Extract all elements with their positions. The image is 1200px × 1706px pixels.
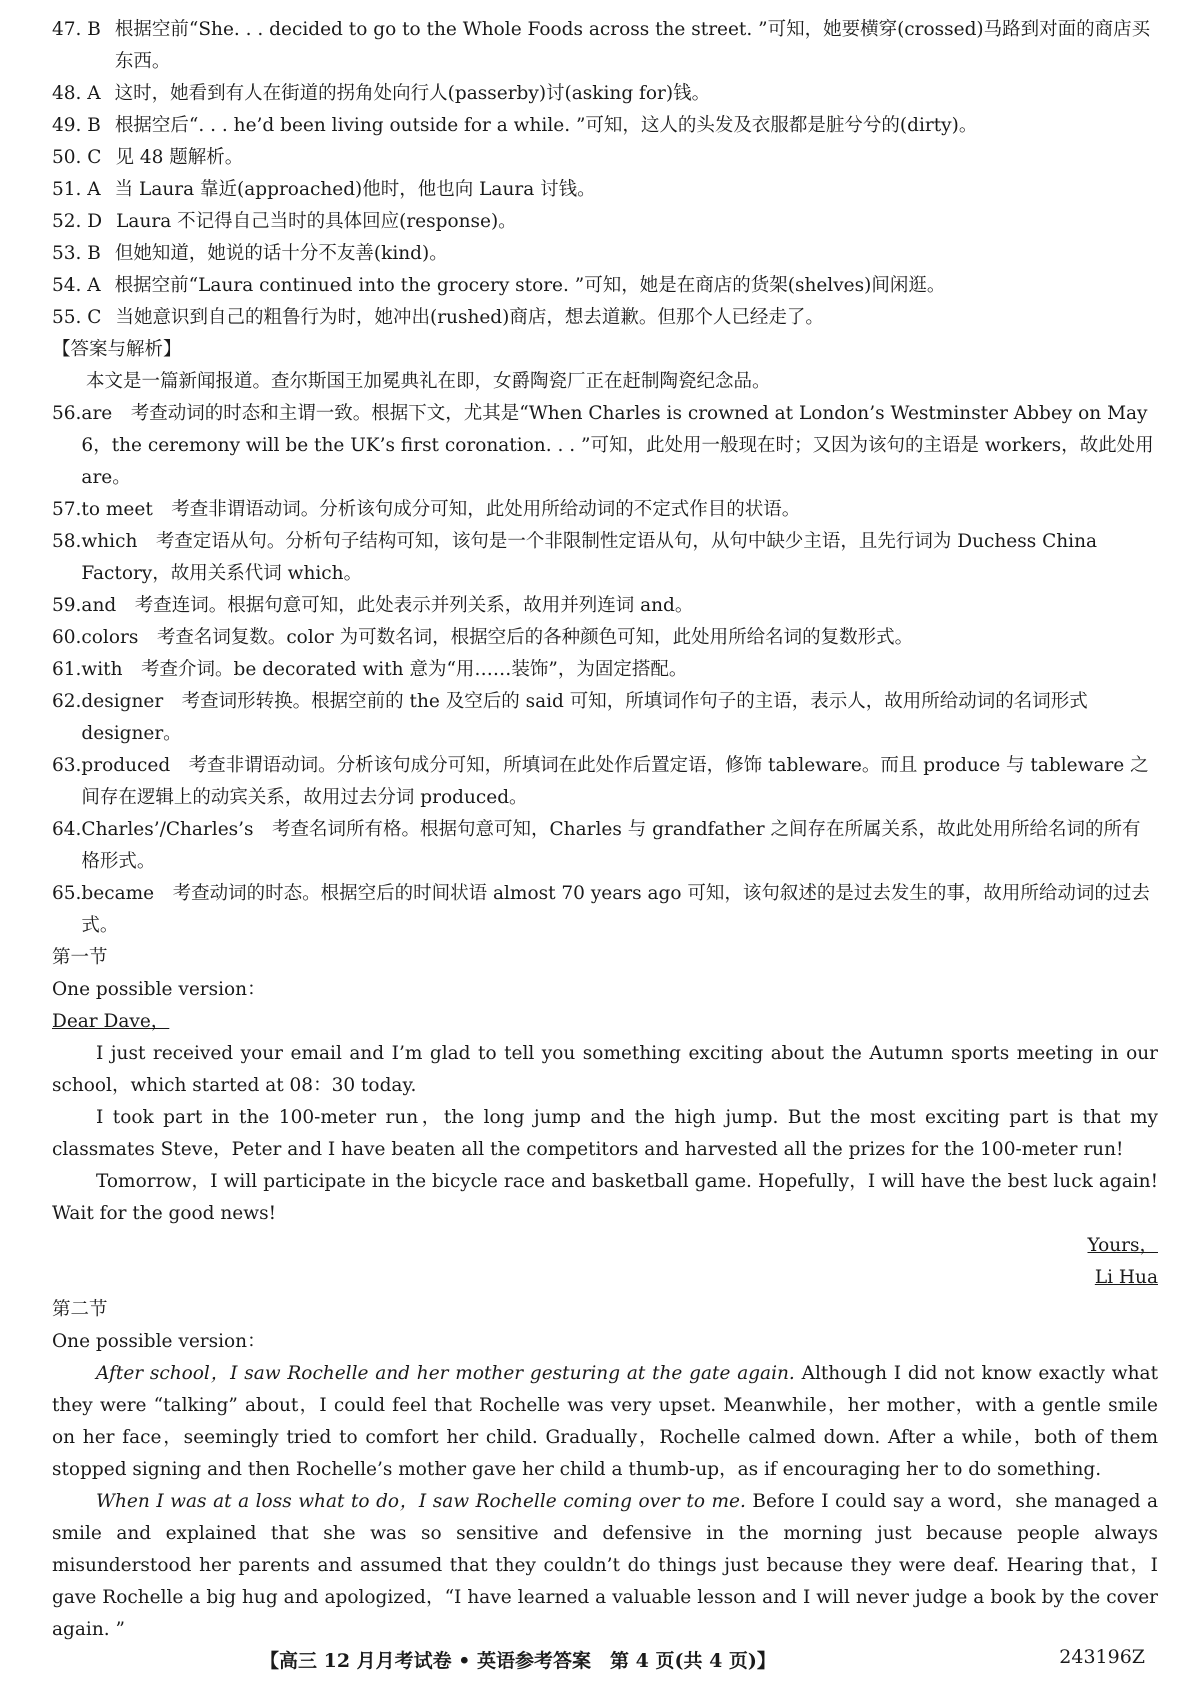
answers-56-65 [52,398,1158,942]
grammar-answer-item [52,398,1158,494]
story-p2-lead: When I was at a loss what to do，I saw Rochelle coming over to me. [96,1491,746,1512]
section1-version-label: One possible version： [52,979,266,1000]
passage-intro: 本文是一篇新闻报道。查尔斯国王加冕典礼在即，女爵陶瓷厂正在赶制陶瓷纪念品。 [86,371,771,392]
item-number: 55. C [52,307,102,328]
answer-key-page [52,14,1158,1646]
item-number: 54. A [52,275,101,296]
item-explanation: 根据空前“She. . . decided to go to the Whole Foods across the street. ”可知，她要横穿(crossed)马路到对面的商店买东西。 [114,19,1151,72]
item-number: 57. [52,499,82,520]
item-explanation: produced 考查非谓语动词。分析该句成分可知，所填词在此处作后置定语，修饰 tableware。而且 produce 与 tableware 之间存在逻辑上的动宾关系，故用过去分词 produced。 [81,755,1149,808]
grammar-answer-item [52,494,1158,526]
grammar-answer-item [52,878,1158,942]
grammar-answer-item [52,750,1158,814]
item-explanation: 根据空后“. . . he’d been living outside for a while. ”可知，这人的头发及衣服都是脏兮兮的(dirty)。 [114,115,978,136]
greeting-text: Dear Dave， [52,1011,170,1032]
answer-item [52,270,1158,302]
item-number: 52. D [52,211,103,232]
answers-47-55 [52,14,1158,334]
story-p2-body: Before I could say a word，she managed a smile and explained that she was so sensitive and defensive in the morning just because people always misunderstood her parents and assumed that they couldn’t do things just because they were deaf. Hearing that，I gave Rochelle a big hug and apologized，“I have learned a valuable lesson and I will never judge a book by the cover again. ” [52,1491,1159,1640]
answer-item [52,14,1158,78]
item-number: 50. C [52,147,102,168]
item-number: 56. [52,403,82,424]
footer-code: 243196Z [1059,1646,1145,1668]
grammar-answer-item [52,814,1158,878]
answer-item [52,174,1158,206]
story-paragraph-1 [52,1358,1158,1486]
letter-signature: Li Hua [1094,1267,1158,1288]
answer-item [52,302,1158,334]
section2-version-label: One possible version： [52,1331,266,1352]
answer-item [52,110,1158,142]
letter-paragraph: Tomorrow，I will participate in the bicycle race and basketball game. Hopefully，I will have the best luck again! Wait for the good news! [52,1171,1158,1224]
letter-body [52,1038,1158,1230]
item-number: 60. [52,627,82,648]
item-number: 53. B [52,243,101,264]
item-explanation: which 考查定语从句。分析句子结构可知，该句是一个非限制性定语从句，从句中缺少主语，且先行词为 Duchess China Factory，故用关系代词 which。 [81,531,1098,584]
letter-closing: Yours， [1087,1235,1158,1256]
item-number: 61. [52,659,82,680]
letter-paragraph: I took part in the 100-meter run，the long jump and the high jump. But the most exciting part is that my classmates Steve，Peter and I have beaten all the competitors and harvested all the prizes for the 100-meter run! [52,1107,1158,1160]
story-paragraph-2 [52,1486,1158,1646]
item-explanation: 根据空前“Laura continued into the grocery store. ”可知，她是在商店的货架(shelves)间闲逛。 [114,275,946,296]
item-number: 62. [52,691,82,712]
grammar-answer-item [52,526,1158,590]
story-p1-body: Although I did not know exactly what they were “talking” about，I could feel that Rochelle was very upset. Meanwhile，her mother，with a gentle smile on her face，seemingly tried to comfort her child. Gradually，Rochelle calmed down. After a while，both of them stopped signing and then Rochelle’s mother gave her child a thumb-up，as if encouraging her to do something. [52,1363,1159,1480]
item-explanation: Charles’/Charles’s 考查名词所有格。根据句意可知，Charles 与 grandfather 之间存在所属关系，故此处用所给名词的所有格形式。 [81,819,1141,872]
item-explanation: 当 Laura 靠近(approached)他时，他也向 Laura 讨钱。 [114,179,596,200]
item-explanation: designer 考查词形转换。根据空前的 the 及空后的 said 可知，所填词作句子的主语，表示人，故用所给动词的名词形式 designer。 [81,691,1088,744]
item-number: 59. [52,595,82,616]
grammar-answer-item [52,622,1158,654]
item-explanation: 见 48 题解析。 [115,147,244,168]
item-number: 64. [52,819,82,840]
item-number: 58. [52,531,82,552]
item-explanation: and 考查连词。根据句意可知，此处表示并列关系，故用并列连词 and。 [81,595,694,616]
item-number: 49. B [52,115,101,136]
item-explanation: 但她知道，她说的话十分不友善(kind)。 [114,243,448,264]
item-explanation: 这时，她看到有人在街道的拐角处向行人(passerby)讨(asking for)钱。 [114,83,711,104]
item-explanation: became 考查动词的时态。根据空后的时间状语 almost 70 years ago 可知，该句叙述的是过去发生的事，故用所给动词的过去式。 [81,883,1150,936]
grammar-answer-item [52,686,1158,750]
answer-item [52,238,1158,270]
answer-item [52,78,1158,110]
item-explanation: 当她意识到自己的粗鲁行为时，她冲出(rushed)商店，想去道歉。但那个人已经走了。 [115,307,824,328]
footer-title: 【高三 12 月月考试卷 • 英语参考答案 第 4 页(共 4 页)】 [260,1650,776,1672]
item-number: 48. A [52,83,101,104]
item-explanation: Laura 不记得自己当时的具体回应(response)。 [116,211,517,232]
grammar-answer-item [52,654,1158,686]
grammar-answer-item [52,590,1158,622]
item-explanation: with 考查介词。be decorated with 意为“用……装饰”，为固定搭配。 [81,659,688,680]
story-p1-lead: After school，I saw Rochelle and her mother gesturing at the gate again. [96,1363,795,1384]
item-number: 65. [52,883,82,904]
item-explanation: to meet 考查非谓语动词。分析该句成分可知，此处用所给动词的不定式作目的状语。 [81,499,801,520]
answer-item [52,206,1158,238]
answer-item [52,142,1158,174]
answer-header: 【答案与解析】 [52,339,182,360]
item-explanation: colors 考查名词复数。color 为可数名词，根据空后的各种颜色可知，此处用所给名词的复数形式。 [81,627,914,648]
item-number: 63. [52,755,82,776]
item-number: 47. B [52,19,101,40]
section2-title: 第二节 [52,1299,108,1320]
section1-title: 第一节 [52,947,108,968]
letter-greeting [52,1006,1158,1038]
item-number: 51. A [52,179,101,200]
letter-paragraph: I just received your email and I’m glad to tell you something exciting about the Autumn sports meeting in our school，which started at 08：30 today. [52,1043,1158,1096]
item-explanation: are 考查动词的时态和主谓一致。根据下文，尤其是“When Charles is crowned at London’s Westminster Abbey on May 6，the ceremony will be the UK’s first coronation. . . ”可知，此处用一般现在时；又因为该句的主语是 workers，故此处用 are。 [81,403,1154,488]
page-footer [0,1646,1200,1686]
